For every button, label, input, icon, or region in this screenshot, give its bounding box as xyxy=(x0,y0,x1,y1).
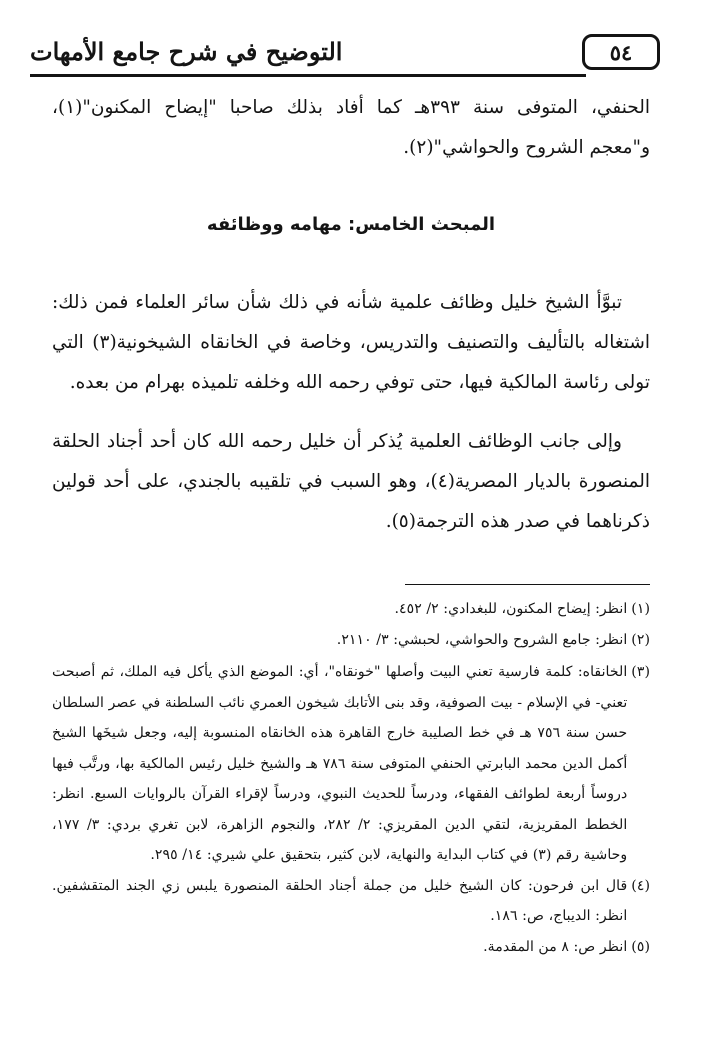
footnote-number: (٤) xyxy=(631,877,650,894)
page-number: ٥٤ xyxy=(609,39,633,65)
footnote-text: انظر: إيضاح المكنون، للبغدادي: ٢/ ٤٥٢. xyxy=(394,601,628,617)
header-rule xyxy=(30,74,586,77)
footnote-3 xyxy=(52,657,650,871)
footnote-number: (٢) xyxy=(631,631,650,648)
footnote-text: انظر: جامع الشروح والحواشي، لحبشي: ٣/ ٢١١٠. xyxy=(336,631,628,648)
page-number-box xyxy=(582,34,660,70)
footnotes xyxy=(52,594,650,962)
footnote-5 xyxy=(52,932,650,963)
footnote-2 xyxy=(52,625,650,656)
running-title-text: التوضيح في شرح جامع الأمهات xyxy=(30,36,343,66)
intro-paragraph: الحنفي، المتوفى سنة ٣٩٣هـ كما أفاد بذلك صاحبا "إيضاح المكنون"(١)، و"معجم الشروح والحواشي"(٢). xyxy=(52,97,650,158)
footnote-number: (١) xyxy=(631,601,650,617)
page-header xyxy=(30,30,662,78)
section-heading: المبحث الخامس: مهامه ووظائفه xyxy=(206,214,496,235)
running-title xyxy=(30,34,575,68)
footnote-number: (٣) xyxy=(631,664,650,680)
footnote-1 xyxy=(52,594,650,625)
footnote-text: قال ابن فرحون: كان الشيخ خليل من جملة أجناد الحلقة المنصورة يلبس زي الجند المتقشفين. انظر: الديباج، ص: ١٨٦. xyxy=(52,877,628,924)
footnote-4 xyxy=(52,871,650,932)
body-paragraph-1: تبوَّأ الشيخ خليل وظائف علمية شأنه في ذلك شأن سائر العلماء فمن ذلك: اشتغاله بالتأليف والتصنيف والتدريس، وخاصة في الخانقاه الشيخونية(٣) التي تولى رئاسة المالكية فيها، حتى توفي رحمه الله وخلفه تلميذه بهرام من بعده. xyxy=(52,292,650,393)
body-paragraph-2: وإلى جانب الوظائف العلمية يُذكر أن خليل رحمه الله كان أحد أجناد الحلقة المنصورة بالديار المصرية(٤)، وهو السبب في تلقيبه بالجندي، على أحد قولين ذكرناهما في صدر هذه الترجمة(٥). xyxy=(52,431,651,532)
footnote-text: انظر ص: ٨ من المقدمة. xyxy=(483,938,628,955)
footnote-separator xyxy=(405,584,650,585)
footnote-number: (٥) xyxy=(631,938,650,955)
footnote-text: الخانقاه: كلمة فارسية تعني البيت وأصلها "خونقاه"، أي: الموضع الذي يأكل فيه الملك، ثم أصبحت تعني- في الإسلام - بيت الصوفية، وقد بنى الأتابك شيخون العمري نائب السلطنة في عصر السلطان حسن سنة ٧٥٦ هـ في خط الصليبة خارج القاهرة هذه الخانقاه المنسوبة إليه، وجعل شيخَها الشيخ أكمل الدين محمد البابرتي الحنفي المتوفى سنة ٧٨٦ هـ والشيخ خليل رئيس المالكية بها، ورتَّب فيها دروساً أربعة لطوائف الفقهاء، ودرساً للحديث النبوي، ودرساً لإقراء القرآن بالروايات السبع. انظر: الخطط المقريزية، لتقي الدين المقريزي: ٢/ ٢٨٢، والنجوم الزاهرة، لابن تغري بردي: ٣/ ١٧٧، وحاشية رقم (٣) في كتاب البداية والنهاية، لابن كثير، بتحقيق علي شيري: ١٤/ ٢٩٥. xyxy=(52,664,628,863)
